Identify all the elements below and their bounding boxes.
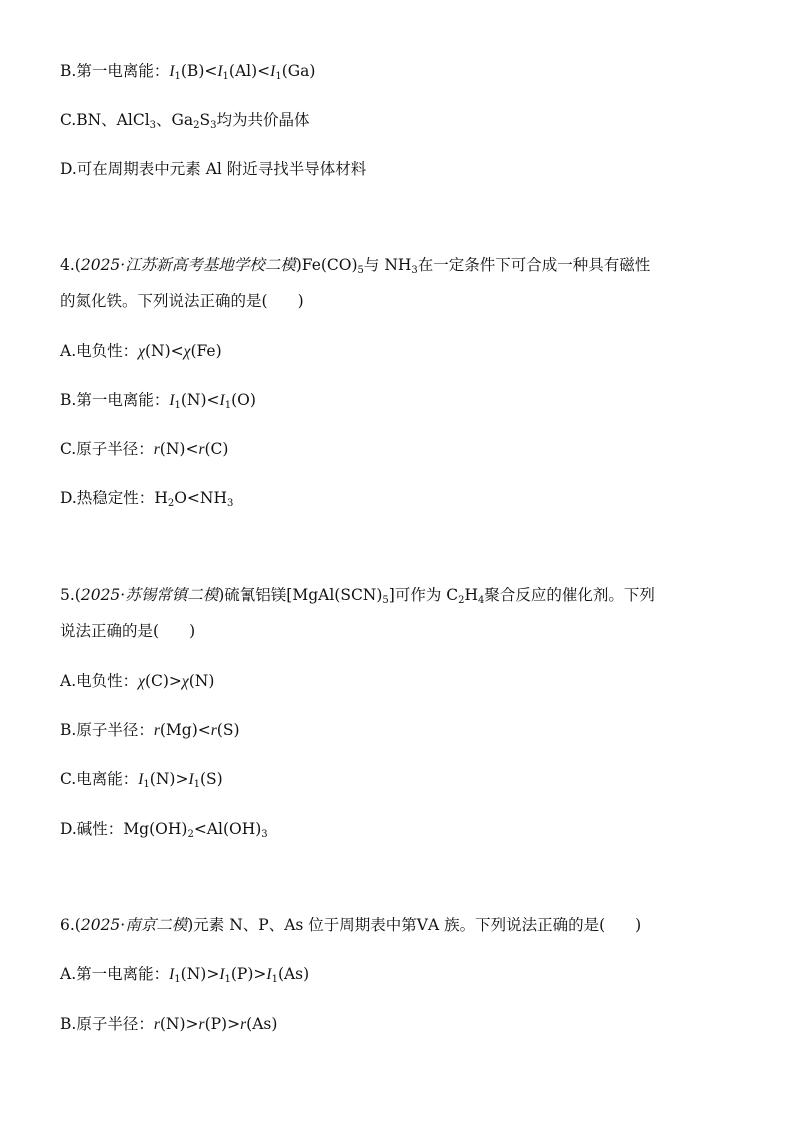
q5-option-c: C.电离能：$I_1(N)>I_1(S)$ — [60, 770, 223, 790]
q4-option-a: A.电负性：χ(N)<χ(Fe) — [60, 342, 222, 360]
q5-stem-line1: 5.(2025·苏锡常镇二模)硫氰铝镁$[MgAl(SCN)_5]$可作为 $C_2H_4$聚合反应的催化剂。下列 — [60, 586, 655, 606]
q5-stem-line2: 说法正确的是( ) — [60, 622, 196, 640]
q4-source: 2025·江苏新高考基地学校二模 — [80, 256, 296, 274]
q6-stem: 6.(2025·南京二模)元素 N、P、As 位于周期表中第ⅤA 族。下列说法正确的是( ) — [60, 916, 642, 934]
q4-option-b: B.第一电离能：$I_1(N)<I_1(O)$ — [60, 391, 256, 411]
q5-source: 2025·苏锡常镇二模 — [80, 586, 219, 604]
q5-option-a: A.电负性：χ(C)>χ(N) — [60, 672, 215, 690]
q4-option-c: C.原子半径：r(N)<r(C) — [60, 440, 229, 458]
q4-option-d: D.热稳定性：$H_2O<NH_3$ — [60, 489, 234, 509]
q3-option-b: B.第一电离能：$I_1(B)<I_1(Al)<I_1(Ga)$ — [60, 62, 316, 82]
q6-option-b: B.原子半径：r(N)>r(P)>r(As) — [60, 1015, 278, 1033]
q5-option-d: D.碱性：$Mg(OH)_2<Al(OH)_3$ — [60, 820, 268, 840]
q3-option-d: D.可在周期表中元素 Al 附近寻找半导体材料 — [60, 160, 367, 178]
q4-stem-line2: 的氮化铁。下列说法正确的是( ) — [60, 292, 304, 310]
q4-stem-line1: 4.(2025·江苏新高考基地学校二模)$Fe(CO)_5$与 $NH_3$在一定条件下可合成一种具有磁性 — [60, 256, 651, 276]
q3-option-c: C.BN、AlCl$_3$、$Ga_2S_3$均为共价晶体 — [60, 111, 310, 131]
q6-option-a: A.第一电离能：$I_1(N)>I_1(P)>I_1(As)$ — [60, 965, 310, 985]
q5-option-b: B.原子半径：r(Mg)<r(S) — [60, 721, 240, 739]
q6-source: 2025·南京二模 — [80, 916, 188, 934]
